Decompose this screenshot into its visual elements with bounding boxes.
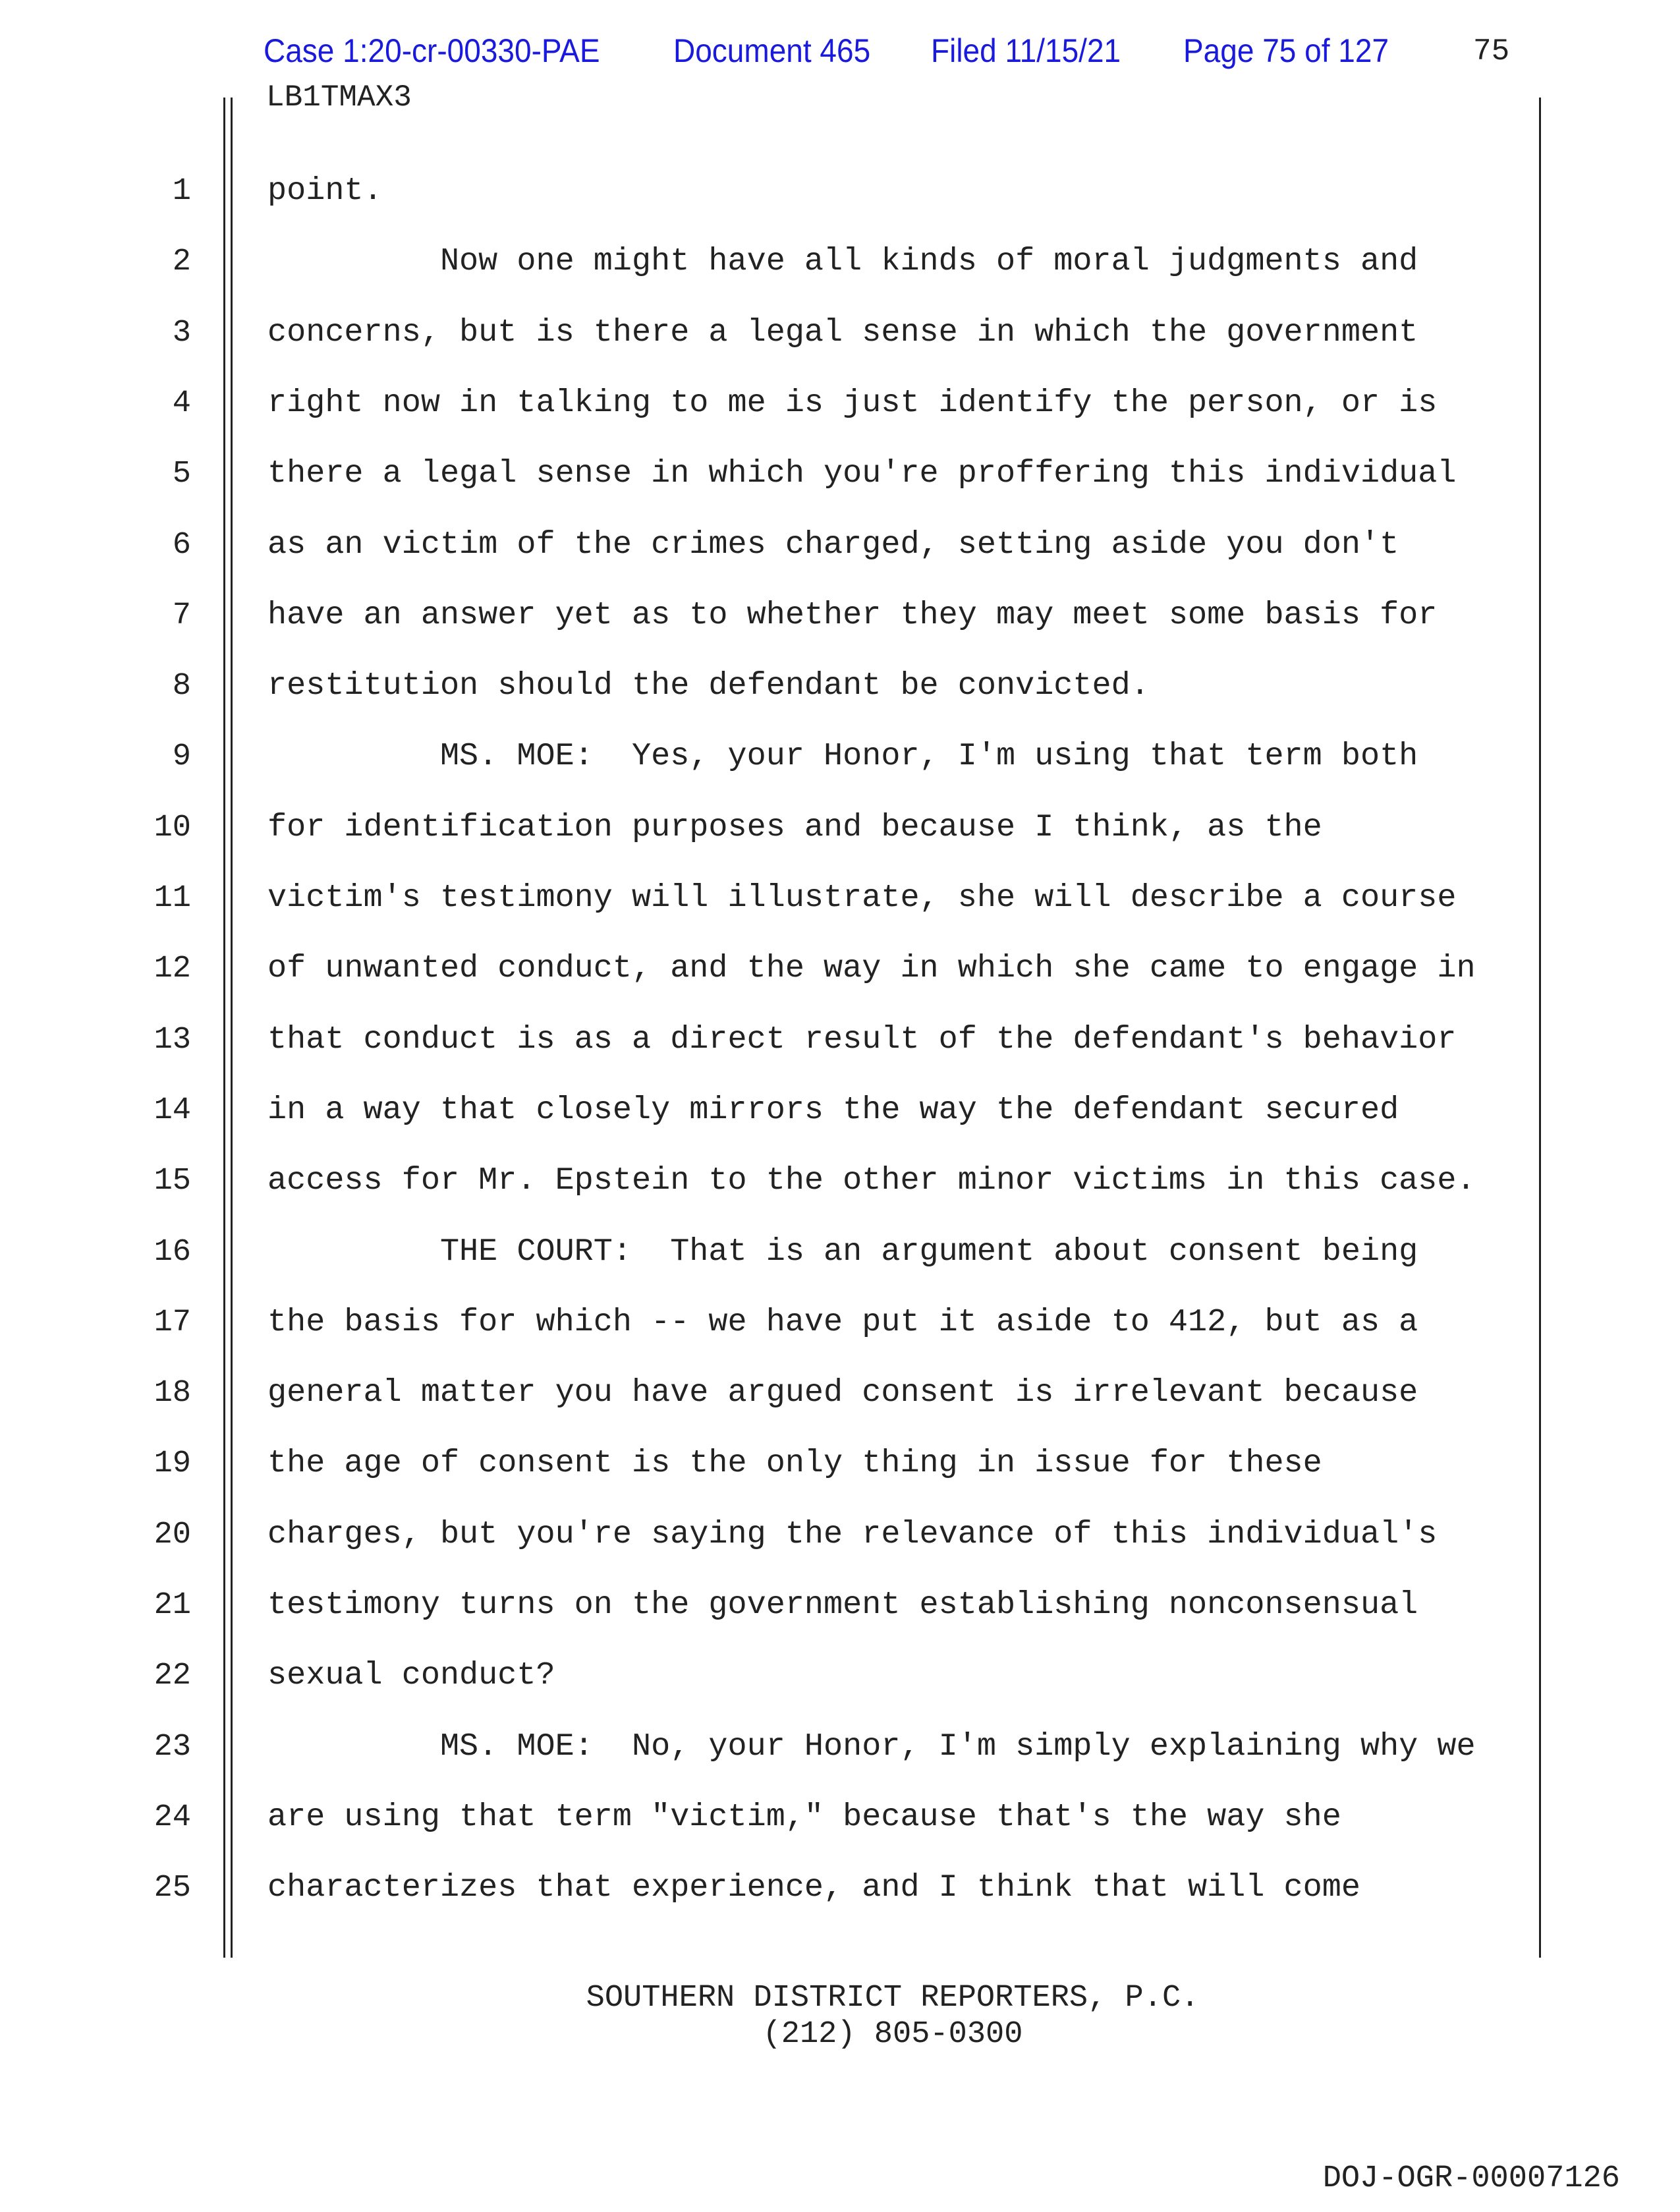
transcript-line: are using that term "victim," because that's the way she	[267, 1798, 1341, 1835]
transcript-line: general matter you have argued consent is irrelevant because	[267, 1375, 1418, 1411]
transcript-line: for identification purposes and because I think, as the	[267, 808, 1322, 845]
filed-date: Filed 11/15/21	[931, 32, 1121, 69]
transcript-line: MS. MOE: Yes, your Honor, I'm using that term both	[267, 738, 1418, 775]
page-count: Page 75 of 127	[1183, 32, 1389, 69]
transcript-line: characterizes that experience, and I think that will come	[267, 1869, 1360, 1906]
line-number: 10	[154, 810, 191, 845]
right-margin-rule	[1539, 98, 1541, 1958]
transcript-code: LB1TMAX3	[266, 80, 412, 115]
reporter-phone: (212) 805-0300	[762, 2017, 1023, 2052]
line-number: 18	[154, 1376, 191, 1411]
line-number: 3	[172, 315, 191, 351]
line-number: 4	[172, 385, 191, 421]
bates-number: DOJ-OGR-00007126	[1322, 2161, 1620, 2196]
transcript-line: as an victim of the crimes charged, setting aside you don't	[267, 526, 1399, 563]
case-number: Case 1:20-cr-00330-PAE	[264, 32, 600, 69]
transcript-line: Now one might have all kinds of moral judgments and	[267, 243, 1418, 280]
transcript-line: point.	[267, 173, 383, 209]
transcript-line: there a legal sense in which you're proffering this individual	[267, 455, 1457, 492]
transcript-line: THE COURT: That is an argument about consent being	[267, 1233, 1418, 1270]
line-number: 9	[172, 739, 191, 775]
reporter-name: SOUTHERN DISTRICT REPORTERS, P.C.	[586, 1981, 1200, 2016]
line-number: 6	[172, 527, 191, 563]
transcript-line: the age of consent is the only thing in issue for these	[267, 1445, 1322, 1482]
page-number: 75	[1473, 34, 1510, 69]
line-number: 17	[154, 1305, 191, 1340]
transcript-line: restitution should the defendant be convicted.	[267, 667, 1150, 704]
line-number: 15	[154, 1164, 191, 1199]
transcript-line: MS. MOE: No, your Honor, I'm simply explaining why we	[267, 1728, 1476, 1765]
line-number: 21	[154, 1588, 191, 1623]
transcript-line: concerns, but is there a legal sense in which the government	[267, 314, 1418, 351]
line-number: 23	[154, 1729, 191, 1765]
left-margin-rule-inner	[231, 98, 233, 1958]
line-number: 12	[154, 951, 191, 987]
transcript-line: that conduct is as a direct result of the defendant's behavior	[267, 1021, 1457, 1058]
line-number: 2	[172, 244, 191, 280]
transcript-line: in a way that closely mirrors the way the defendant secured	[267, 1091, 1399, 1128]
line-number: 13	[154, 1022, 191, 1058]
line-number: 14	[154, 1092, 191, 1128]
line-number: 7	[172, 598, 191, 633]
transcript-line: right now in talking to me is just identify the person, or is	[267, 384, 1438, 421]
line-number: 19	[154, 1446, 191, 1482]
line-number: 25	[154, 1871, 191, 1906]
transcript-line: of unwanted conduct, and the way in which she came to engage in	[267, 950, 1476, 987]
line-number: 20	[154, 1517, 191, 1552]
transcript-line: victim's testimony will illustrate, she will describe a course	[267, 880, 1457, 916]
transcript-line: the basis for which -- we have put it aside to 412, but as a	[267, 1303, 1418, 1340]
transcript-line: have an answer yet as to whether they may meet some basis for	[267, 596, 1438, 633]
line-number: 16	[154, 1234, 191, 1270]
transcript-line: charges, but you're saying the relevance of this individual's	[267, 1516, 1438, 1552]
transcript-line: access for Mr. Epstein to the other minor victims in this case.	[267, 1162, 1476, 1199]
line-number: 24	[154, 1800, 191, 1835]
transcript-line: testimony turns on the government establishing nonconsensual	[267, 1587, 1418, 1623]
line-number: 1	[172, 174, 191, 209]
left-margin-rule	[223, 98, 225, 1958]
transcript-line: sexual conduct?	[267, 1657, 555, 1694]
document-number: Document 465	[673, 32, 871, 69]
line-number: 8	[172, 669, 191, 704]
line-number: 22	[154, 1659, 191, 1694]
line-number: 11	[154, 881, 191, 916]
line-number: 5	[172, 457, 191, 492]
